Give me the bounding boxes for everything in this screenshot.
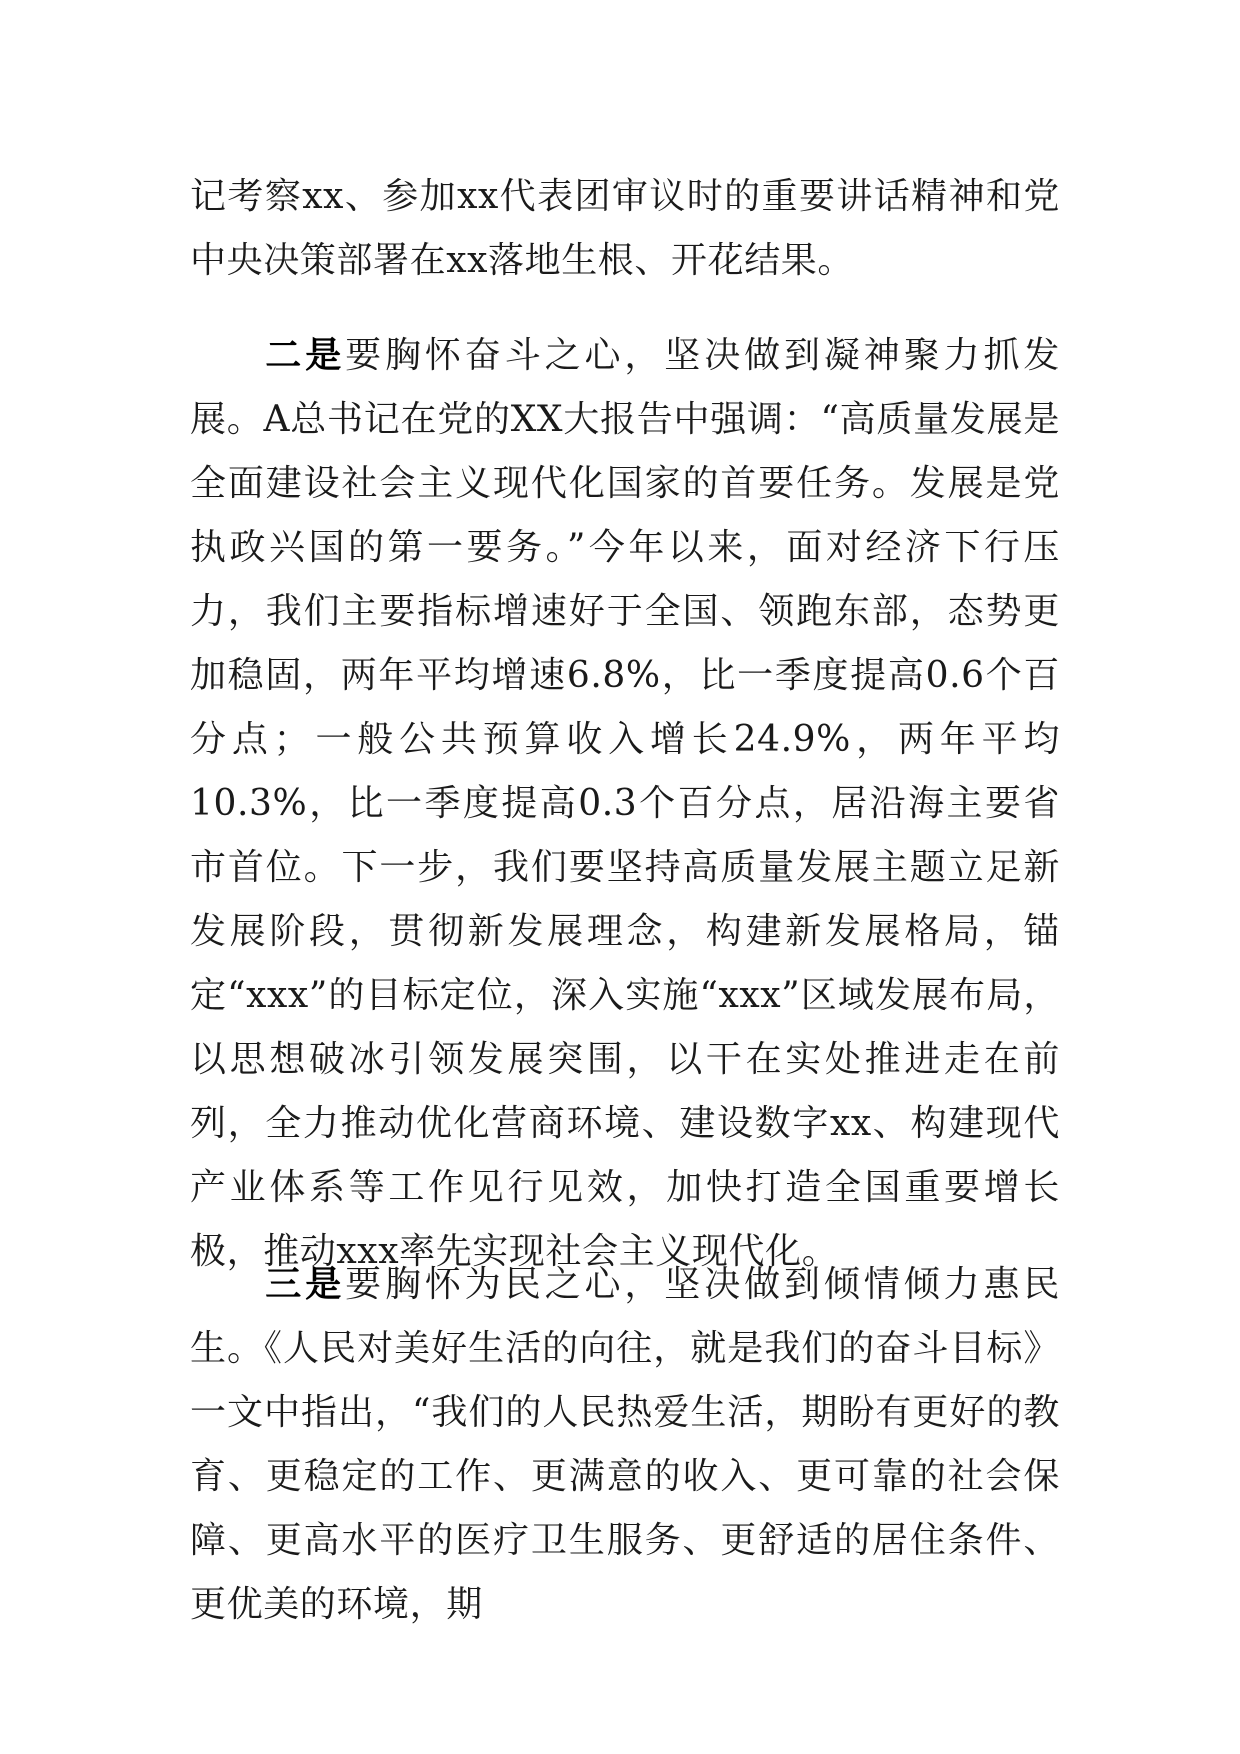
paragraph-text: 要胸怀奋斗之心，坚决做到凝神聚力抓发展。A总书记在党的XX大报告中强调：“高质量发展是全面建设社会主义现代化国家的首要任务。发展是党执政兴国的第一要务。”今年以来，面对经济下行压力，我们主要指标增速好于全国、领跑东部，态势更加稳固，两年平均增速6.8%，比一季度提高0.6个百分点；一般公共预算收入增长24.9%，两年平均10.3%，比一季度提高0.3个百分点，居沿海主要省市首位。下一步，我们要坚持高质量发展主题立足新发展阶段，贯彻新发展理念，构建新发展格局，锚定“xxx”的目标定位，深入实施“xxx”区域发展布局，以思想破冰引领发展突围，以干在实处推进走在前列，全力推动优化营商环境、建设数字xx、构建现代产业体系等工作见行见效，加快打造全国重要增长极，推动xxx率先实现社会主义现代化。 [190, 335, 1060, 1272]
paragraph-text: 要胸怀为民之心，坚决做到倾情倾力惠民生。《人民对美好生活的向往，就是我们的奋斗目标》一文中指出，“我们的人民热爱生活，期盼有更好的教育、更稳定的工作、更满意的收入、更可靠的社会保障、更高水平的医疗卫生服务、更舒适的居住条件、更优美的环境，期 [190, 1264, 1060, 1625]
paragraph-continuation [190, 165, 1060, 293]
paragraph-two [190, 323, 1060, 1284]
paragraph-three [190, 1252, 1060, 1637]
paragraph-text: 记考察xx、参加xx代表团审议时的重要讲话精神和党中央决策部署在xx落地生根、开花结果。 [190, 176, 1060, 281]
paragraph-lead: 二是 [262, 334, 346, 376]
paragraph-lead: 三是 [262, 1263, 346, 1305]
